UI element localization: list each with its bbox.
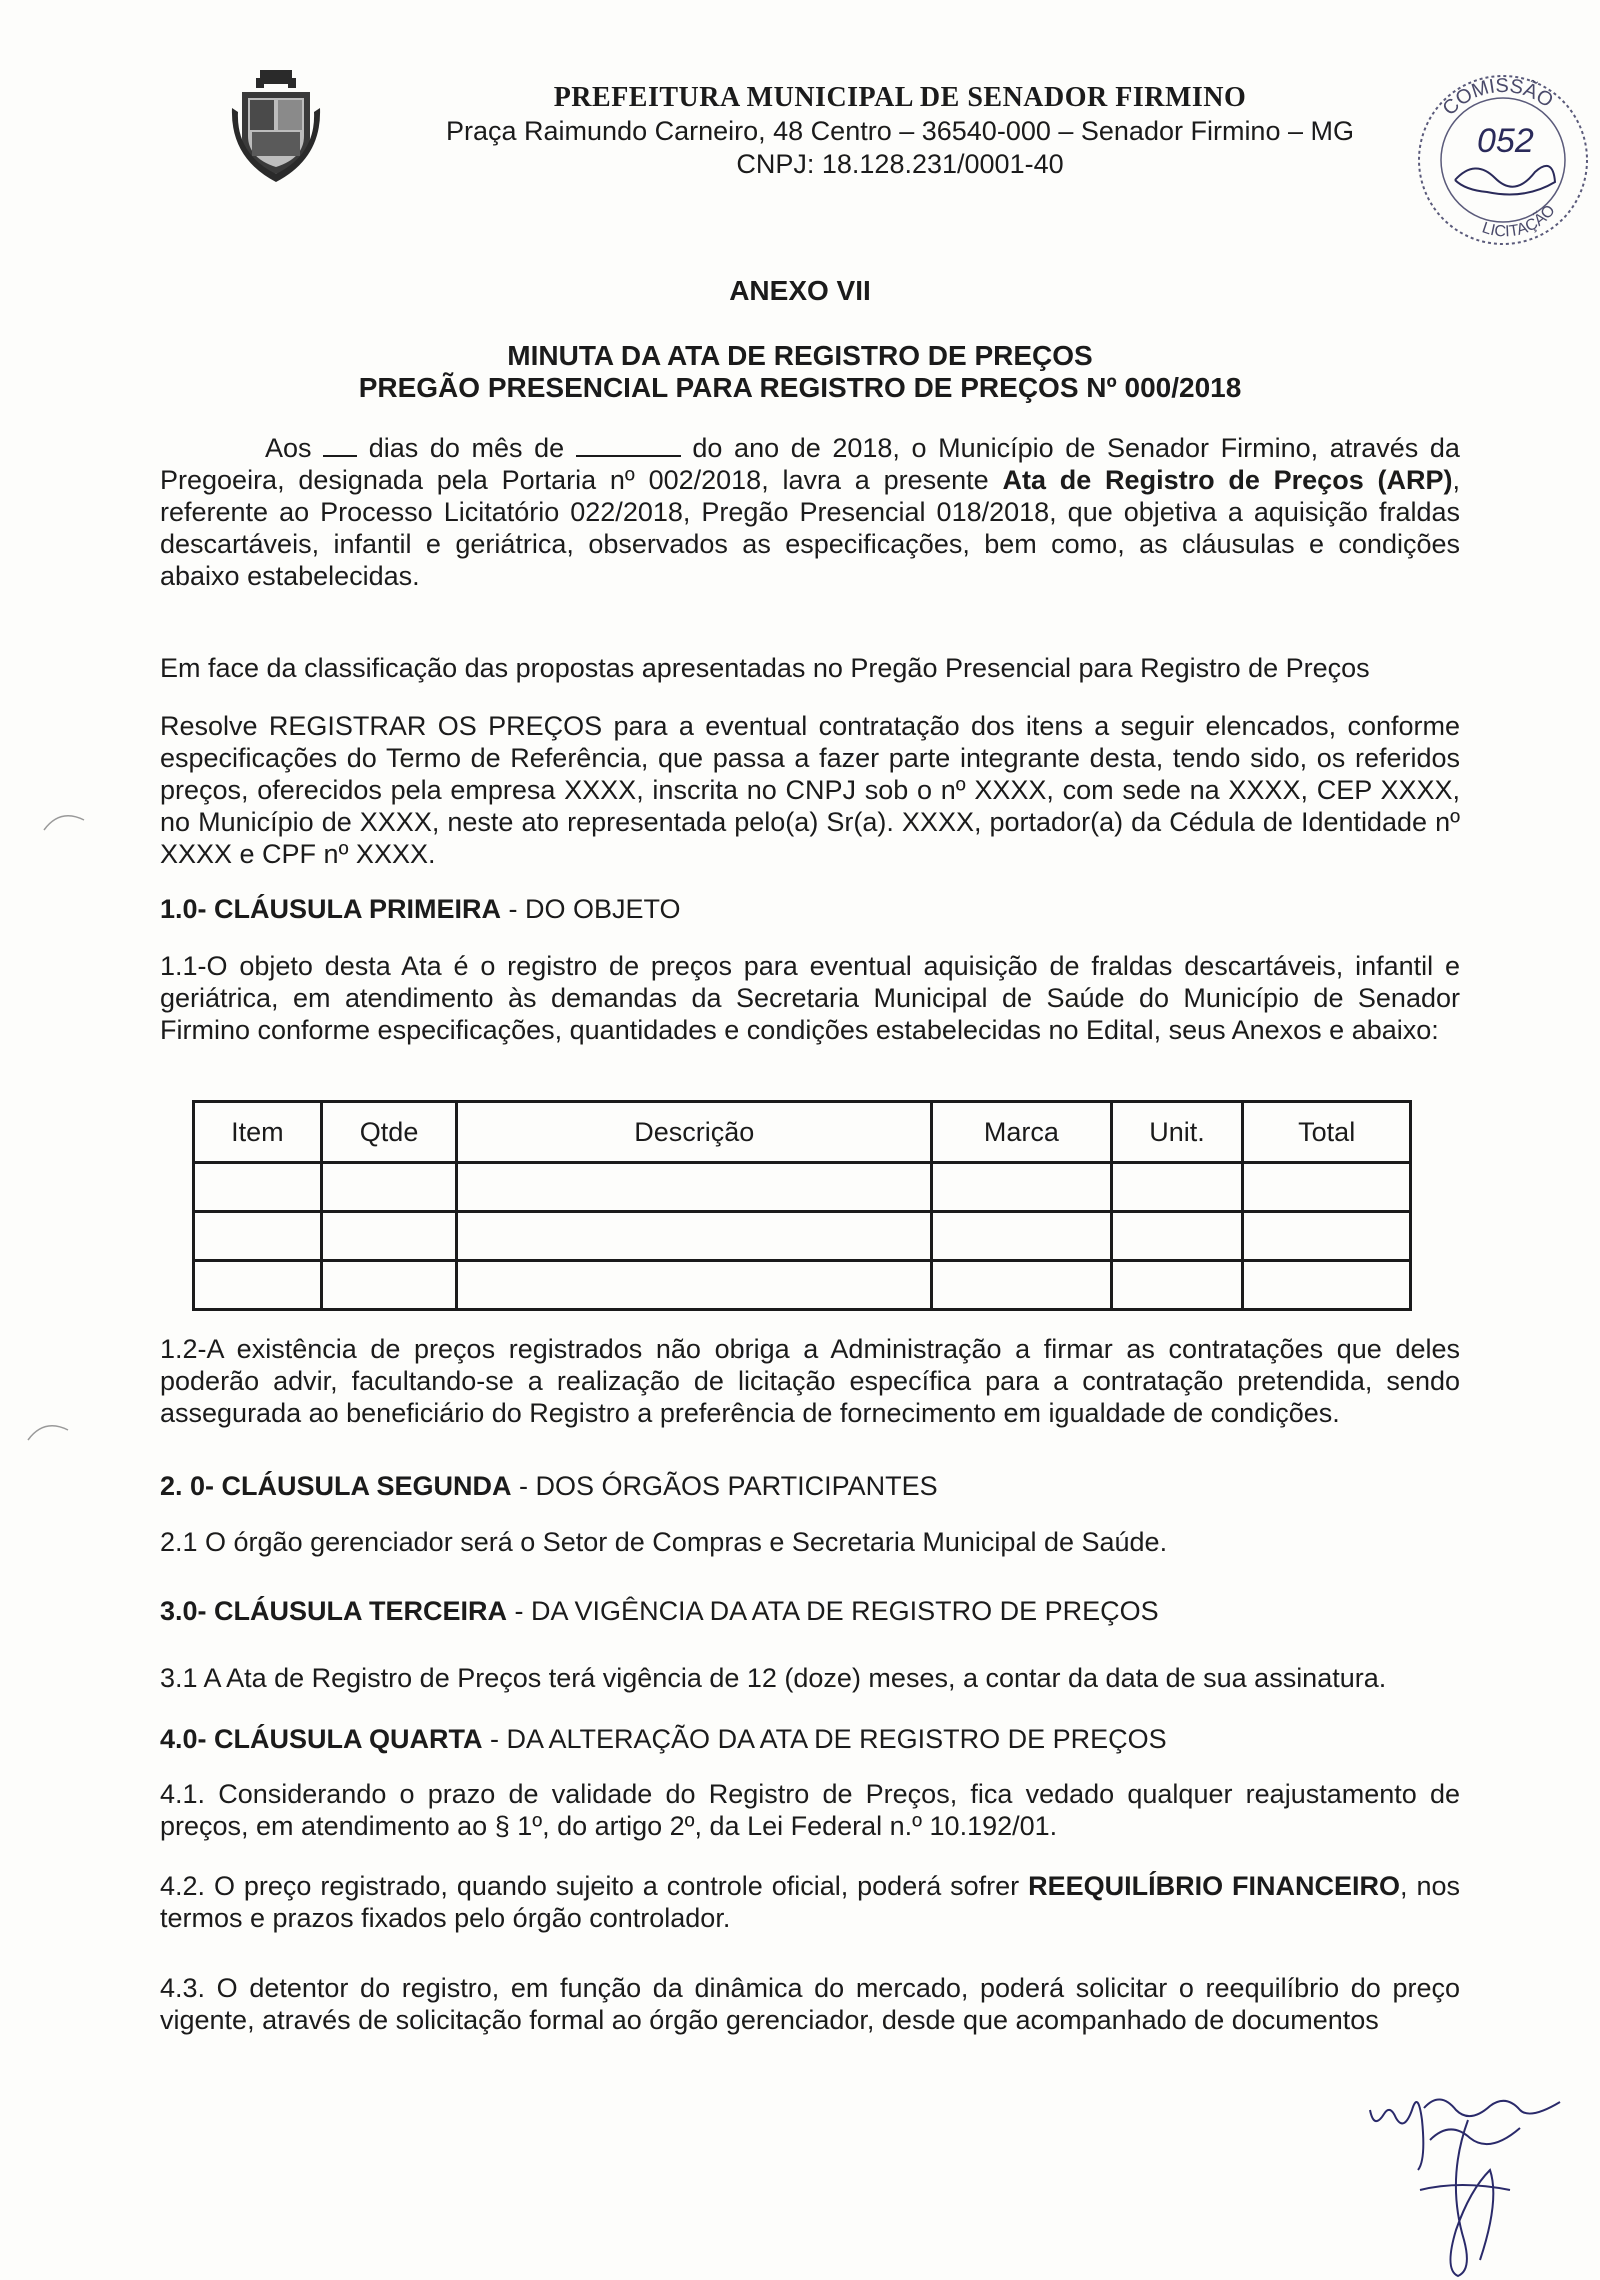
items-table (192, 1100, 1412, 1311)
face-paragraph: Em face da classificação das propostas apresentadas no Pregão Presencial para Registro de Preços (160, 653, 1370, 683)
clause4-p2-bold: REEQUILÍBRIO FINANCEIRO (1028, 1871, 1401, 1901)
annex-title: ANEXO VII (729, 275, 871, 306)
col-descricao: Descrição (457, 1102, 932, 1163)
commission-stamp (1405, 60, 1600, 260)
clause2-heading (160, 1470, 1460, 1502)
table-header-row (194, 1102, 1411, 1163)
intro-bold: Ata de Registro de Preços (ARP) (1002, 465, 1453, 495)
clause3-heading (160, 1595, 1460, 1627)
resolve-paragraph: Resolve REGISTRAR OS PREÇOS para a eventual contratação dos itens a seguir elencados, conforme especificações do Termo de Referência, que passa a fazer parte integrante desta, tendo sido, os referidos preços, oferecidos pela empresa XXXX, inscrita no CNPJ sob o nº XXXX, com sede na XXXX, CEP XXXX, no Município de XXXX, neste ato representada pelo(a) Sr(a). XXXX, portador(a) da Cédula de Identidade nº XXXX e CPF nº XXXX. (160, 711, 1460, 869)
col-marca: Marca (932, 1102, 1112, 1163)
intro-part2: dias do mês de (368, 433, 565, 463)
col-total: Total (1243, 1102, 1411, 1163)
municipality-name: PREFEITURA MUNICIPAL DE SENADOR FIRMINO (553, 82, 1247, 113)
municipality-address: Praça Raimundo Carneiro, 48 Centro – 36540-000 – Senador Firmino – MG (446, 116, 1354, 146)
svg-text:COMISSÃO (1438, 75, 1557, 120)
clause3-title: - DA VIGÊNCIA DA ATA DE REGISTRO DE PREÇOS (507, 1596, 1159, 1626)
clause1-heading (160, 893, 1460, 925)
clause4-p2-end: , nos termos e prazos fixados pelo órgão controlador. (160, 1871, 1460, 1933)
table-row (194, 1261, 1411, 1310)
clause4-heading (160, 1723, 1460, 1755)
margin-mark (24, 1410, 74, 1450)
clause2-p1: 2.1 O órgão gerenciador será o Setor de Compras e Secretaria Municipal de Saúde. (160, 1527, 1168, 1557)
day-blank (323, 433, 357, 457)
col-qtde: Qtde (321, 1102, 457, 1163)
stamp-bottom-text: LICITAÇÃO (1479, 202, 1559, 241)
municipal-crest-icon (230, 68, 322, 186)
col-unit: Unit. (1111, 1102, 1243, 1163)
intro-part1: Aos (265, 433, 312, 463)
document-subtitle: PREGÃO PRESENCIAL PARA REGISTRO DE PREÇOS Nº 000/2018 (358, 372, 1242, 403)
clause4-p1: 4.1. Considerando o prazo de validade do Registro de Preços, fica vedado qualquer reajustamento de preços, em atendimento ao § 1º, do artigo 2º, da Lei Federal n.º 10.192/01. (160, 1779, 1460, 1841)
clause3-p1: 3.1 A Ata de Registro de Preços terá vigência de 12 (doze) meses, a contar da data de sua assinatura. (160, 1663, 1387, 1693)
intro-part4: , referente ao Processo Licitatório 022/2018, Pregão Presencial 018/2018, que objetiva a aquisição fraldas descartáveis, infantil e geriátrica, observados as especificações, bem como, as cláusulas e condições abaixo estabelecidas. (160, 465, 1460, 591)
intro-paragraph (160, 432, 1460, 592)
municipality-cnpj: CNPJ: 18.128.231/0001-40 (736, 149, 1064, 179)
clause4-p2 (160, 1870, 1460, 1934)
clause4-number: 4.0- CLÁUSULA QUARTA (160, 1724, 483, 1754)
margin-mark (40, 800, 90, 840)
handwritten-signature (1360, 2080, 1580, 2280)
stamp-number: 052 (1477, 122, 1534, 160)
clause1-p2: 1.2-A existência de preços registrados não obriga a Administração a firmar as contratações que deles poderão advir, facultando-se a realização de licitação específica para a contratação pretendida, sendo assegurada ao beneficiário do Registro a preferência de fornecimento em igualdade de condições. (160, 1334, 1460, 1428)
table-row (194, 1212, 1411, 1261)
table-row (194, 1163, 1411, 1212)
intro-part3: do ano de 2018, o Município de Senador Firmino, através da Pregoeira, designada pela Portaria nº 002/2018, lavra a presente (160, 433, 1460, 495)
clause1-number: 1.0- CLÁUSULA PRIMEIRA (160, 894, 502, 924)
clause1-p1: 1.1-O objeto desta Ata é o registro de preços para eventual aquisição de fraldas descartáveis, infantil e geriátrica, em atendimento às demandas da Secretaria Municipal de Saúde do Município de Senador Firmino conforme especificações, quantidades e condições estabelecidas no Edital, seus Anexos e abaixo: (160, 951, 1460, 1045)
clause4-p2-start: 4.2. O preço registrado, quando sujeito a controle oficial, poderá sofrer (160, 1871, 1020, 1901)
clause3-number: 3.0- CLÁUSULA TERCEIRA (160, 1596, 508, 1626)
letterhead (400, 82, 1400, 180)
stamp-top-text: COMISSÃO (1438, 74, 1558, 120)
clause2-number: 2. 0- CLÁUSULA SEGUNDA (160, 1471, 512, 1501)
clause2-title: - DOS ÓRGÃOS PARTICIPANTES (511, 1471, 938, 1501)
clause4-p3: 4.3. O detentor do registro, em função da dinâmica do mercado, poderá solicitar o reequilíbrio do preço vigente, através de solicitação formal ao órgão gerenciador, desde que acompanhado de documentos (160, 1973, 1460, 2035)
month-blank (576, 433, 681, 457)
clause4-title: - DA ALTERAÇÃO DA ATA DE REGISTRO DE PREÇOS (482, 1724, 1167, 1754)
clause1-title: - DO OBJETO (501, 894, 681, 924)
col-item: Item (194, 1102, 322, 1163)
document-title: MINUTA DA ATA DE REGISTRO DE PREÇOS (507, 340, 1093, 371)
